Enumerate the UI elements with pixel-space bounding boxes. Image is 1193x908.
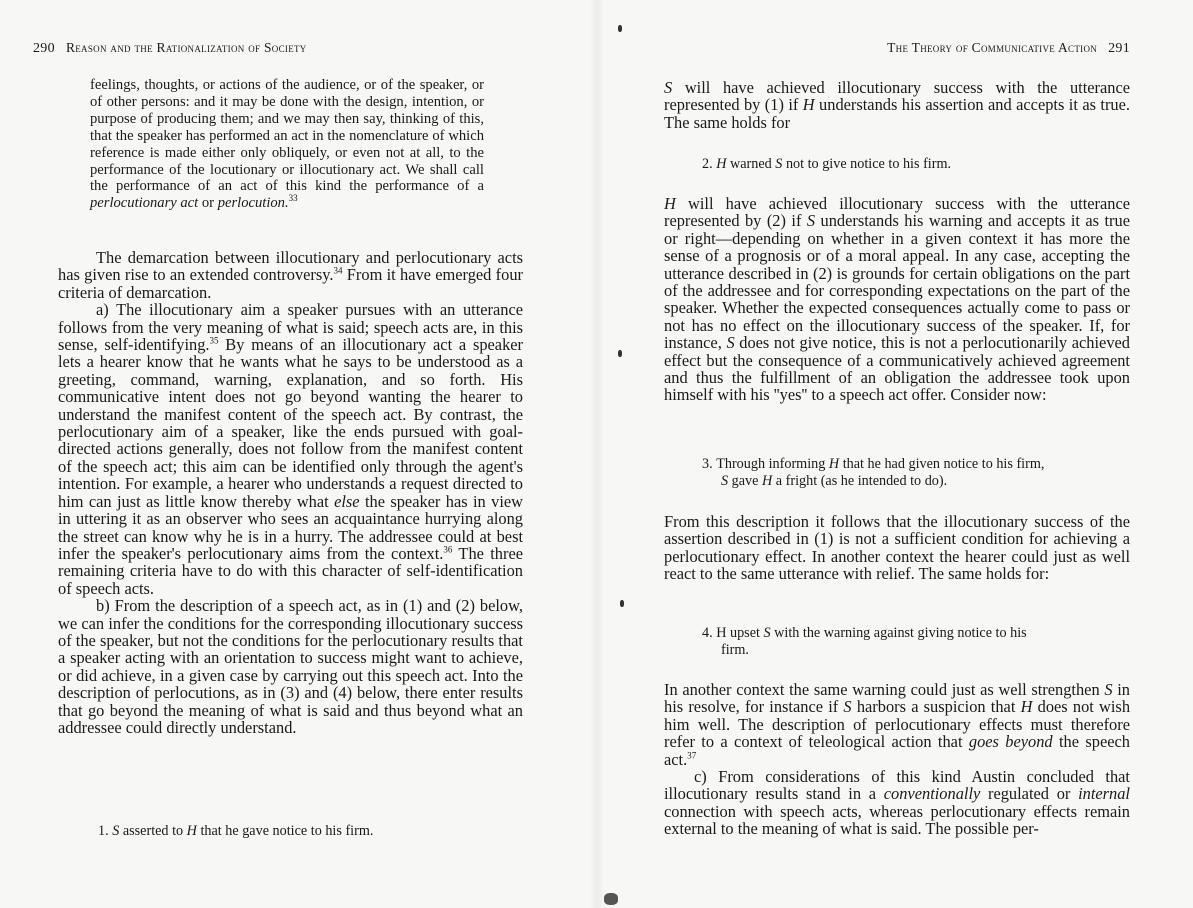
block-quote: feelings, thoughts, or actions of the audience, or of the speaker, or of other persons: and it may be done with the design, intention, or purpose of producing them; and we may then say, thinking of this, that the speaker has performed an act in the nomenclature of which reference is made either only obliquely, or even not at all, to the performance of the locutionary or illocutionary act. We shall call the performance of an act of this kind the performance of a perlocutionary act or perlocution.$^{33}$ [90, 77, 484, 212]
left-body-text [58, 249, 523, 736]
footnote-ref: 35 [209, 335, 219, 346]
right-paragraph-4 [664, 681, 1130, 838]
example-1: 1. S asserted to H that he gave notice to his firm. [98, 823, 374, 839]
example-2: 2. H warned S not to give notice to his firm. [702, 156, 952, 172]
page-number: 291 [1108, 41, 1130, 56]
paragraph: c) From considerations of this kind Austin concluded that illocutionary results stand in a conventionally regulated or internal connection with speech acts, whereas perlocutionary effects remain external to the meaning of what is said. The possible per- [664, 767, 1130, 839]
paragraph: b) From the description of a speech act, as in (1) and (2) below, we can infer the conditions for the corresponding illocutionary success of the speaker, but not the conditions for the perlocutionary results that a speaker acting with an orientation to success might want to achieve, or did achieve, in a given case by carrying out this speech act. Into the description of perlocutions, as in (3) and (4) below, there enter results that go beyond the meaning of what is said and thus beyond what an addressee could directly understand. [58, 596, 523, 737]
paragraph: The demarcation between illocutionary and perlocutionary acts has given rise to an extended controversy.$^{34}$ From it have emerged four criteria of demarcation. [58, 248, 523, 302]
example-3: 3. Through informing H that he had given notice to his firm, S gave H a fright (as he intended to do). [702, 456, 1045, 489]
right-page [598, 0, 1193, 908]
footnote-ref: 36 [443, 544, 453, 555]
page-number: 290 [33, 41, 55, 56]
right-paragraph-3: From this description it follows that the illocutionary success of the assertion described in (1) is not a sufficient condition for achieving a perlocutionary effect. In another context the hearer could just as well react to the same utterance with relief. The same holds for: [664, 512, 1130, 584]
paragraph: In another context the same warning could just as well strengthen S in his resolve, for instance if S harbors a suspicion that H does not wish him well. The description of perlocutionary effects must therefore refer to a context of teleological action that goes beyond the speech act.$^{37}$ [664, 680, 1131, 769]
right-running-head [887, 40, 1130, 57]
running-head-title: Reason and the Rationalization of Society [65, 40, 307, 55]
footnote-ref: 37 [687, 750, 697, 761]
footnote-ref: 33 [288, 193, 298, 204]
left-page [0, 0, 596, 908]
right-paragraph-2: H will have achieved illocutionary success with the utterance represented by (2) if S understands his warning and accepts it as true or right—depending on whether in a given context it has more the sense of a prognosis or of a moral appeal. In any case, accepting the utterance described in (2) is grounds for certain obligations on the part of the addressee and for corresponding expectations on the part of the speaker. Whether the expected consequences actually come to pass or not has no effect on the illocutionary success of the speaker. If, for instance, S does not give notice, this is not a perlocutionarily achieved effect but the consequence of a communicatively achieved agreement and thus the fulfillment of an obligation the addressee took upon himself with his ''yes'' to a speech act offer. Consider now: [664, 194, 1130, 405]
example-4: 4. H upset S with the warning against giving notice to his firm. [702, 625, 1027, 658]
footnote-ref: 34 [333, 265, 343, 276]
left-running-head [33, 40, 307, 57]
paragraph: a) The illocutionary aim a speaker pursues with an utterance follows from the very meaning of what is said; speech acts are, in this sense, self-identifying.$^{35}$ By means of an illocutionary act a speaker lets a hearer know that he wants what he says to be understood as a greeting, command, warning, explanation, and so forth. His communicative intent does not go beyond wanting the hearer to understand the manifest content of the speech act. By contrast, the perlocutionary aim of a speaker, like the ends pursued with goal-directed actions generally, does not follow from the manifest content of the speech act; this aim can be identified only through the agent's intention. For example, a hearer who understands a request directed to him can just as little know thereby what else the speaker has in view in uttering it as an observer who sees an acquaintance hurrying along the street can know why he is in a hurry. The addressee could at best infer the speaker's perlocutionary aims from the context.$^{36}$ The three remaining criteria have to do with this character of self-identification of speech acts. [58, 300, 524, 598]
running-head-title: The Theory of Communicative Action [887, 40, 1098, 55]
right-paragraph-1: S will have achieved illocutionary success with the utterance represented by (1) if H understands his assertion and accepts it as true. The same holds for [664, 78, 1130, 132]
